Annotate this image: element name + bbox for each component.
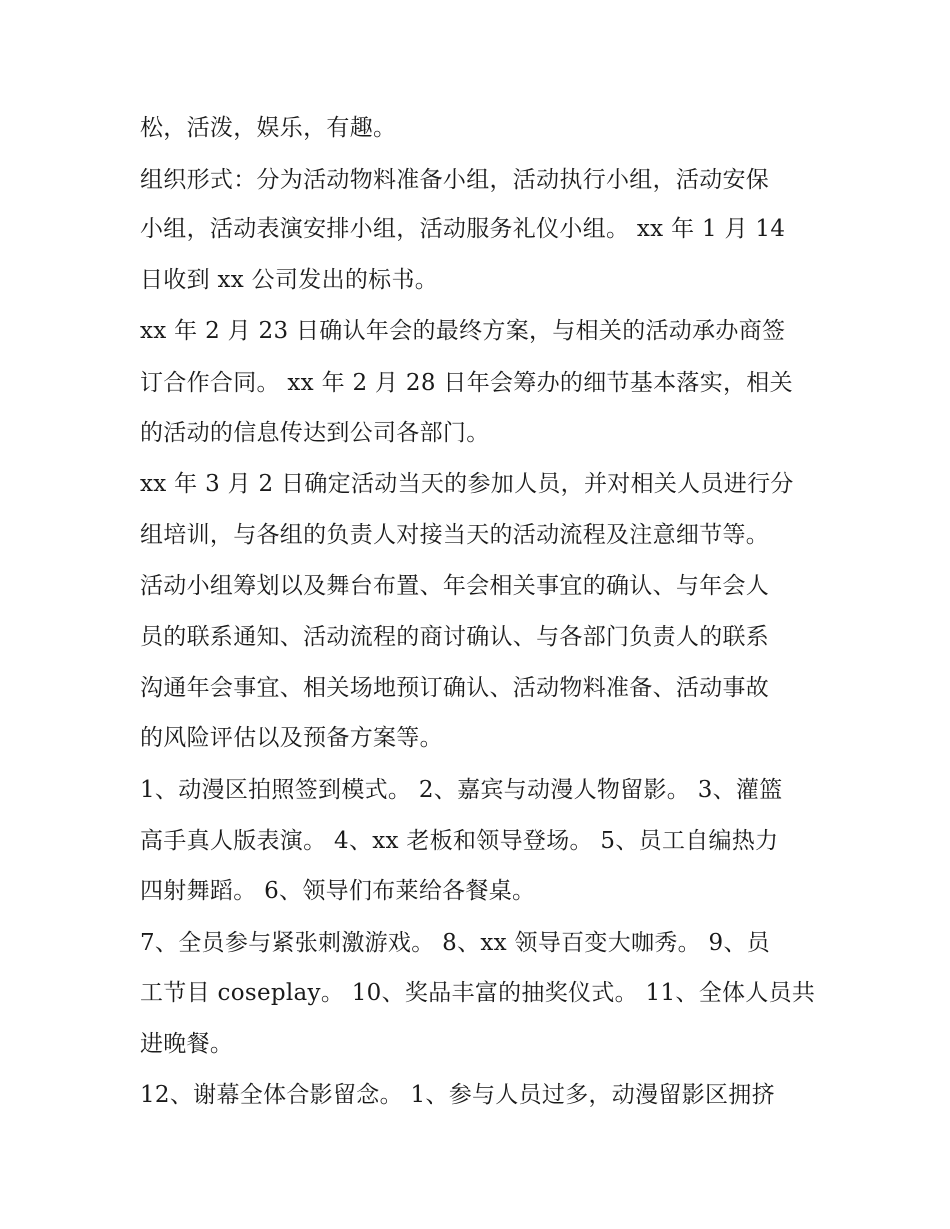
text-line: 员的联系通知、活动流程的商讨确认、与各部门负责人的联系 (140, 624, 770, 650)
text-line: xx 年 2 月 23 日确认年会的最终方案，与相关的活动承办商签 (140, 318, 786, 344)
text-line: 1、动漫区拍照签到模式。 2、嘉宾与动漫人物留影。 3、灌篮 (140, 777, 783, 803)
text-line: 工节目 coseplay。 10、奖品丰富的抽奖仪式。 11、全体人员共 (140, 980, 816, 1006)
text-line: 高手真人版表演。 4、xx 老板和领导登场。 5、员工自编热力 (140, 828, 779, 854)
text-line: 松，活泼，娱乐，有趣。 (140, 115, 397, 141)
text-line: 日收到 xx 公司发出的标书。 (140, 267, 439, 293)
text-line: 小组，活动表演安排小组，活动服务礼仪小组。 xx 年 1 月 14 (140, 216, 786, 242)
text-line: 的风险评估以及预备方案等。 (140, 725, 443, 751)
text-line: 沟通年会事宜、相关场地预订确认、活动物料准备、活动事故 (140, 675, 770, 701)
text-line: 的活动的信息传达到公司各部门。 (140, 420, 490, 446)
text-line: 组织形式：分为活动物料准备小组，活动执行小组，活动安保 (140, 167, 770, 193)
text-line: xx 年 3 月 2 日确定活动当天的参加人员，并对相关人员进行分 (140, 471, 794, 497)
text-line: 12、谢幕全体合影留念。 1、参与人员过多，动漫留影区拥挤 (140, 1082, 775, 1108)
text-line: 四射舞蹈。 6、领导们布莱给各餐桌。 (140, 878, 536, 904)
text-line: 活动小组筹划以及舞台布置、年会相关事宜的确认、与年会人 (140, 573, 770, 599)
text-line: 组培训，与各组的负责人对接当天的活动流程及注意细节等。 (140, 522, 770, 548)
text-line: 7、全员参与紧张刺激游戏。 8、xx 领导百变大咖秀。 9、员 (140, 930, 771, 956)
text-line: 进晚餐。 (140, 1031, 234, 1057)
text-line: 订合作合同。 xx 年 2 月 28 日年会筹办的细节基本落实，相关 (140, 370, 793, 396)
